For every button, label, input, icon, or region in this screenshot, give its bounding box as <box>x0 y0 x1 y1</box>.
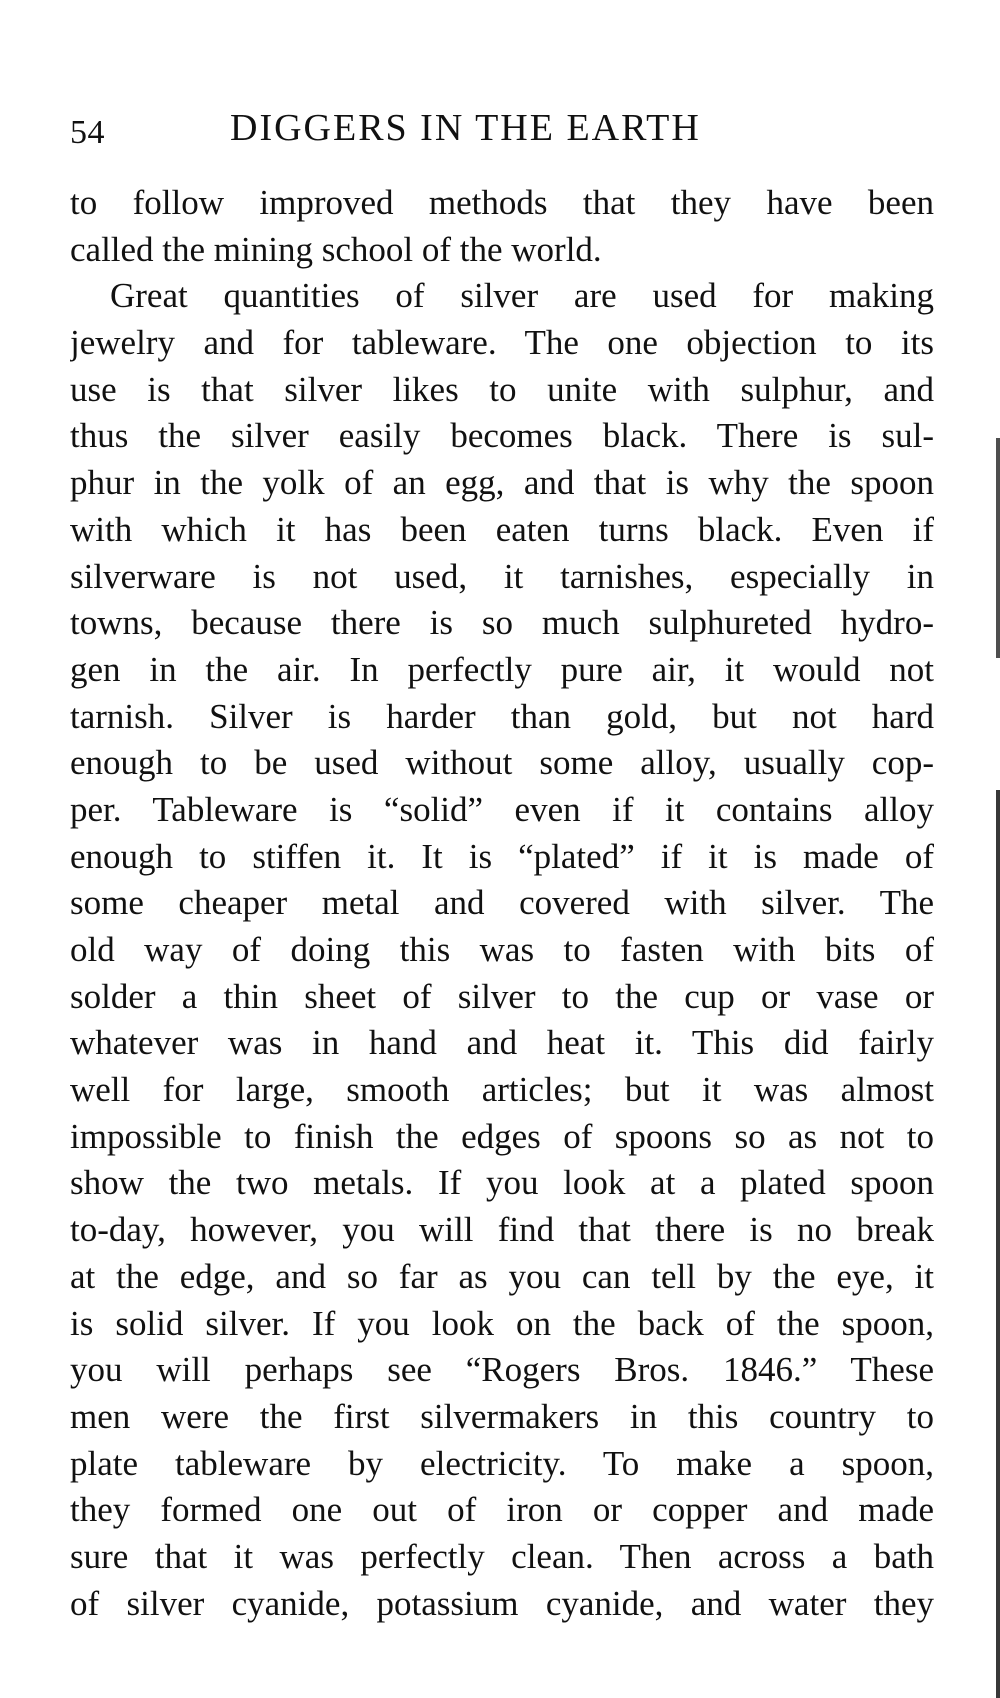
text-line: at the edge, and so far as you can tell by the eye, it <box>70 1256 934 1296</box>
text-line: impossible to finish the edges of spoons so as not to <box>70 1116 934 1156</box>
text-line: per. Tableware is “solid” even if it contains alloy <box>70 789 934 829</box>
text-line: jewelry and for tableware. The one objection to its <box>70 323 934 363</box>
text-line: thus the silver easily becomes black. There is sul- <box>70 416 934 456</box>
text-line: enough to stiffen it. It is “plated” if it is made of <box>70 836 934 876</box>
text-line: you will perhaps see “Rogers Bros. 1846.” These <box>70 1350 934 1390</box>
text-line: of silver cyanide, potassium cyanide, and water they <box>70 1583 934 1623</box>
text-line: with which it has been eaten turns black. Even if <box>70 509 934 549</box>
text-line: towns, because there is so much sulphureted hydro- <box>70 603 934 643</box>
text-line: tarnish. Silver is harder than gold, but not hard <box>70 696 934 736</box>
text-line: use is that silver likes to unite with sulphur, and <box>70 369 934 409</box>
text-line: enough to be used without some alloy, usually cop- <box>70 743 934 783</box>
text-line: they formed one out of iron or copper and made <box>70 1490 934 1530</box>
page-edge-shadow <box>996 790 1000 1698</box>
text-line: to follow improved methods that they have been <box>70 183 934 222</box>
page-number: 54 <box>70 114 105 151</box>
text-line: Great quantities of silver are used for making <box>110 276 934 316</box>
page-edge-shadow <box>996 438 1000 658</box>
text-line: well for large, smooth articles; but it was almost <box>70 1070 934 1110</box>
page-header <box>70 106 940 156</box>
text-line: called the mining school of the world. <box>70 229 602 269</box>
text-line: show the two metals. If you look at a plated spoon <box>70 1163 934 1203</box>
text-line: sure that it was perfectly clean. Then across a bath <box>70 1536 934 1576</box>
text-line: plate tableware by electricity. To make a spoon, <box>70 1443 934 1483</box>
text-line: gen in the air. In perfectly pure air, it would not <box>70 649 934 689</box>
running-title: DIGGERS IN THE EARTH <box>230 107 701 149</box>
text-line: whatever was in hand and heat it. This did fairly <box>70 1023 934 1063</box>
text-line: phur in the yolk of an egg, and that is why the spoon <box>70 463 934 503</box>
text-line: is solid silver. If you look on the back of the spoon, <box>70 1303 934 1343</box>
text-line: to-day, however, you will find that there is no break <box>70 1210 934 1250</box>
text-line: silverware is not used, it tarnishes, especially in <box>70 556 934 596</box>
text-line: old way of doing this was to fasten with bits of <box>70 930 934 969</box>
text-line: men were the first silvermakers in this country to <box>70 1396 934 1436</box>
body-text <box>70 180 934 1627</box>
text-line: some cheaper metal and covered with silver. The <box>70 883 934 923</box>
text-line: solder a thin sheet of silver to the cup or vase or <box>70 976 934 1016</box>
